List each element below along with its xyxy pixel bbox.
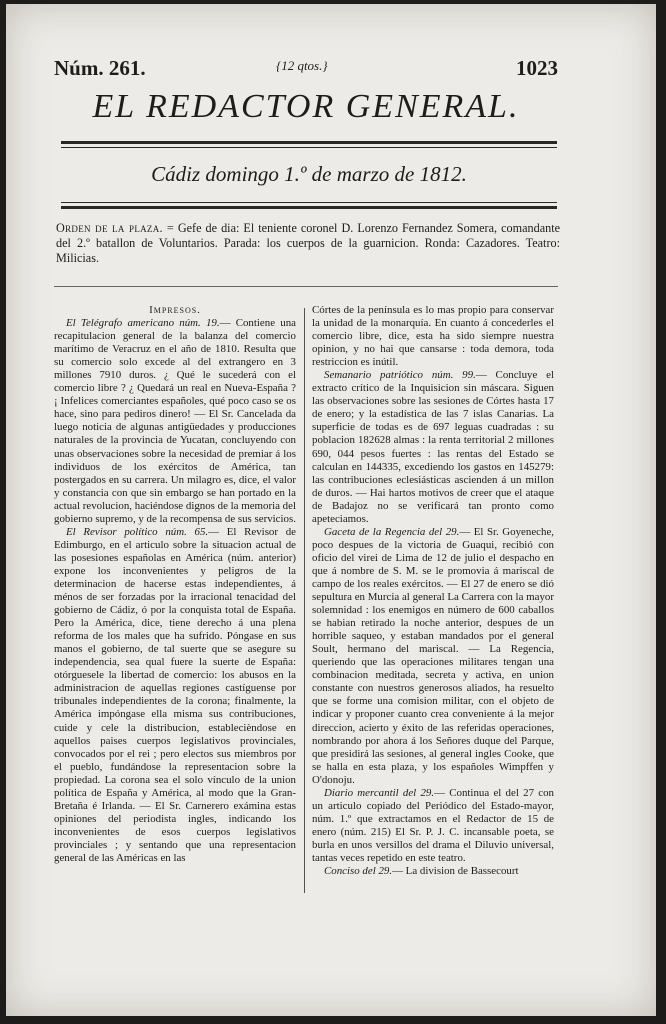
article-diario-title: Diario mercantil del 29. [324,786,435,799]
column-divider [304,308,305,893]
dateline-rule-thick [61,206,557,209]
article-semanario-body: — Concluye el extracto crítico de la Inquisicion sin máscara. Siguen las observaciones sobre las sesiones de Córtes hasta 17 de enero; y la estadística de las 7 islas Canarias. La superficie de todas es de 697 leguas cuadradas : su poblacion 182628 almas : la renta territorial 2 millones 690, 044 pesos fuertes : las rentas del Estado se calculan en 144335, excediendo los gastos en 145279: las contribuciones eclesiásticas ascienden á un millon de duros. — Hai hartos motivos de creer que el ataque de Badajoz no se verificará tan pronto como apeteciamos. [312,369,555,525]
issue-price: {12 qtos.} [276,58,328,73]
article-telegrafo [54,317,296,526]
article-telegrafo-body: — Contiene una recapitulacion general de la balanza del comercio marítimo de Veracruz en el año de 1810. Resulta que su comercio solo excede al del extrangero en 3 millones 7910 duros. ¿ Qué le sucederá con el comercio libre ? ¿ Quedará un real en Nueva-España ? ¡ Infelices comerciantes españoles, qué poco caso se os hace, sino para pediros dinero! — El Sr. Cancelada da luego noticia de algunas antigüedades y producciones naturales de la provincia de Yucatan, concluyendo con unas observaciones sobre la necesidad de premiar á los individuos de los exércitos de América, tan postergados en su carrera. Un milagro es, dice, el valor y constancia con que sin embargo se han portado en la actual revolucion, haciéndose dignos de la memoria del gobierno supremo, y de la recompensa de sus servicios. [54,317,296,525]
newspaper-page [6,4,656,1016]
title-rule-thin [61,147,557,148]
dateline-rule-thin [61,202,557,203]
issue-number: Núm. 261. [54,56,146,80]
article-diario [312,787,554,865]
article-gaceta-title: Gaceta de la Regencia del 29. [324,525,460,538]
article-revisor-title: El Revisor político núm. 65. [66,525,209,538]
newspaper-title: EL REDACTOR GENERAL. [92,88,520,125]
article-gaceta [312,526,554,787]
article-gaceta-body: — El Sr. Goyeneche, poco despues de la victoria de Guaqui, recibió con oficio del virei de Lima de 12 de julio el despacho en que á nombre de S. M. se le promovia á mariscal de campo de los reales exércitos. — El 27 de enero se dió sepultura en Murcia al general La Carrera con la mayor solemnidad : los enemigos en número de 600 caballos se habian retirado la noche anterior, despues de un horrible saqueo, y estaban mandados por el general Soult, hermano del mariscal. — La Regencia, queriendo que las operaciones militares tengan una combinacion meditada, secreta y activa, en union constante con nuestros generosos aliados, ha resuelto que se forme una comision militar, con el objeto de indicar y proponer cuanto crea conveniente á la mejor direccion, acierto y éxito de las referidas operaciones, nombrando por ahora á los Señores duque del Parque, que presidirá las sesiones, al general ingles Cooke, que se halla en esta plaza, y los españoles Wimpffen y O'donoju. [312,525,554,786]
orden-text: = Gefe de dia: El teniente coronel D. Lorenzo Fernandez Somera, comandante del 2.º batallon de Voluntarios. Parada: los cuerpos de la guarnicion. Ronda: Cazadores. Teatro: Milicias. [56,221,560,265]
section-heading-impresos: Impresos. [149,304,201,316]
article-semanario [312,369,554,526]
article-revisor [54,526,296,865]
masthead [54,56,558,86]
article-telegrafo-title: El Telégrafo americano núm. 19. [66,317,220,330]
article-conciso [312,865,554,878]
column-right [312,304,554,878]
orden-de-la-plaza [56,221,560,266]
article-diario-body: — Continua el del 27 con un articulo copiado del Periódico del Estado-mayor, núm. 1.º que extractamos en el Redactor de 15 de enero (núm. 215) El Sr. P. J. C. incansable poeta, se burla en unos versillos del drama el Diluvio universal, tantas veces repetido en este teatro. [312,786,555,864]
dateline: Cádiz domingo 1.º de marzo de 1812. [151,162,467,186]
section-rule [54,286,558,287]
page-number: 1023 [516,56,558,80]
article-revisor-continued: Córtes de la península es lo mas propio para conservar la unidad de la monarquía. En cuanto á concederles el comercio libre, dice, esta ha sido siempre nuestra opinion, y no hai que cansarse : toda demora, toda restriccion es inútil. [312,304,554,369]
article-revisor-body: — El Revisor de Edimburgo, en el articulo sobre la situacion actual de las posesiones españolas en América (núm. anterior) expone los inconvenientes y peligros de la determinacion de hacerse estas independientes, á ménos de ser forzadas por la irracional tenacidad del gobierno de Cádiz, ó por la conquista total de España. Pero la América, dice, tiene derecho á una plena reforma de los males que ha sufrido. Póngase en sus manos el gobierno, de tal suerte que se asegure su independencia, sea qual fuere la suerte de España: otórguesele la libertad de comercio: los abusos en la administracion de aquellas regiones castíguense por tribunales independientes de la corona; finalmente, la América impóngase ella misma sus contribuciones, cuide y cele la distribucion, establecièndose en aquellos paises cuerpos legislativos provinciales, convocados por el rei ; pero electos sus miembros por el pueblo, fundándose la representacion sobre la propiedad. La corona sea el solo vínculo de la union política de España y América, al modo que la Gran-Bretaña é Irlanda. — El Sr. Carnerero exámina estas opiniones del periodista ingles, indicando los inconvenientes de esos cuerpos legislativos provinciales ; y sentando que una representacion general de las Américas en las [54,525,296,864]
article-semanario-title: Semanario patriótico núm. 99. [324,369,476,382]
title-rule-thick [61,141,557,144]
orden-lead: Orden de la plaza. [56,221,163,235]
article-conciso-body: — La division de Bassecourt [392,865,519,878]
article-conciso-title: Conciso del 29. [324,865,393,878]
column-left [54,304,296,865]
